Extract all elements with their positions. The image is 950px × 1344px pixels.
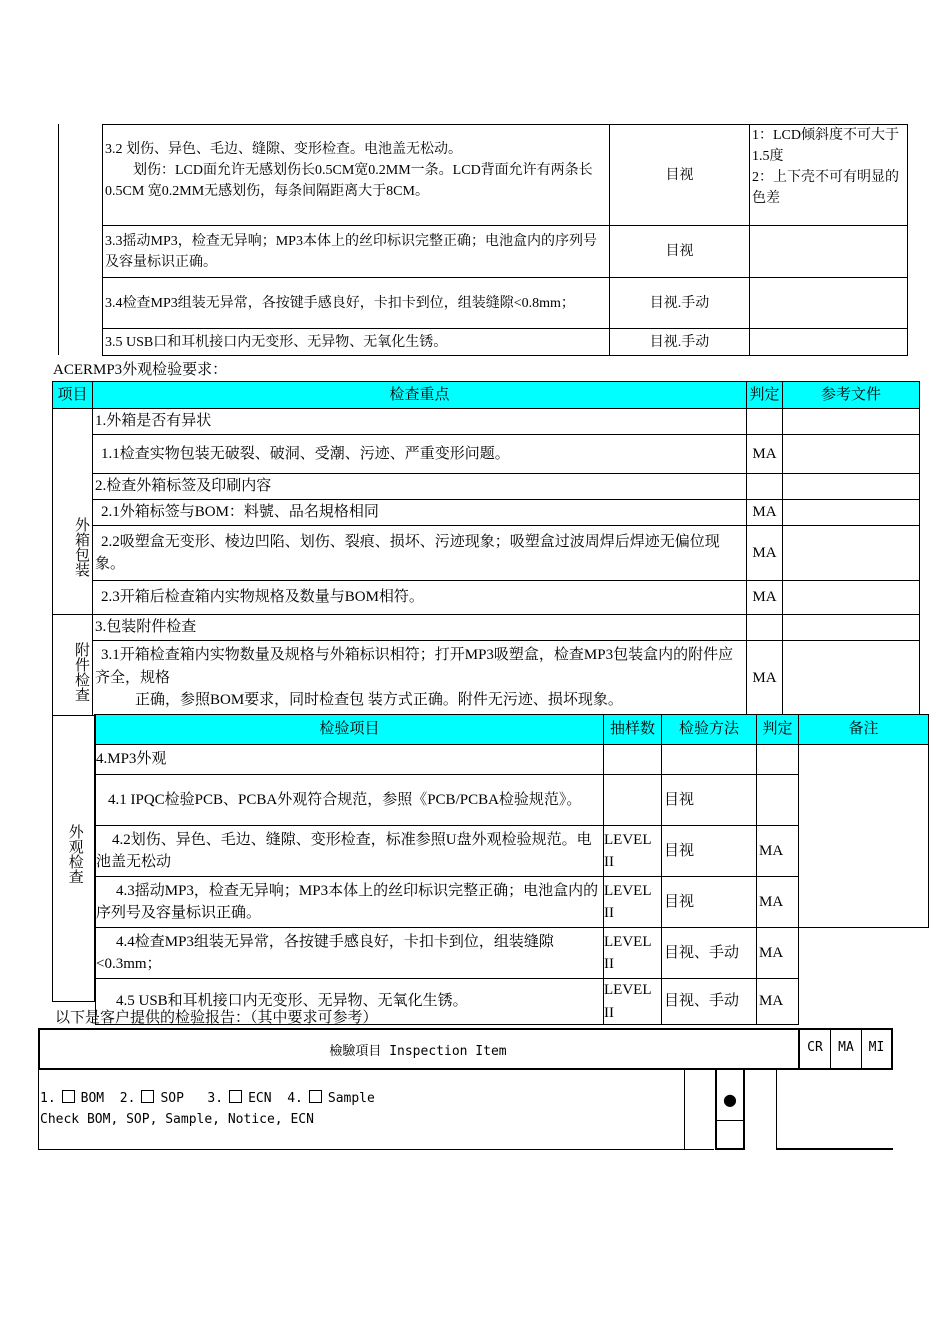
checkbox-sop[interactable] (141, 1090, 154, 1103)
row-text: 4.5 USB和耳机接口内无变形、无异物、无氧化生锈。 (96, 979, 604, 1025)
row-method: 目视 (662, 877, 757, 928)
row-text: 2.2吸塑盒无变形、棱边凹陷、划伤、裂痕、损坏、污迹现象；吸塑盒过波周焊后焊迹无偏位现象。 (93, 526, 747, 581)
row-judge (757, 745, 799, 775)
row-text: 3.包装附件检查 (93, 615, 747, 641)
row-judge: MA (747, 526, 783, 581)
checkbox-bom[interactable] (62, 1090, 75, 1103)
header-remarks: 备注 (799, 715, 929, 745)
report-body-divider (684, 1070, 685, 1150)
section-label-appearance: 外观检查 (66, 824, 83, 884)
row-reference (783, 435, 920, 474)
row-method: 目视、手动 (662, 928, 757, 979)
report-body-right-bottom (777, 1148, 893, 1150)
table1 (102, 124, 908, 356)
row-judge: MA (747, 500, 783, 526)
row-reference (783, 641, 920, 716)
row-text: 4.4检查MP3组装无异常，各按键手感良好，卡扣卡到位，组装缝隙<0.3mm； (96, 928, 604, 979)
table-row (103, 329, 908, 356)
row-text: 2.1外箱标签与BOM：料號、品名規格相同 (93, 500, 747, 526)
row-remarks (799, 928, 929, 979)
row-note: 1：LCD倾斜度不可大于1.5度 (752, 128, 899, 164)
row-content: 3.2 划伤、异色、毛边、缝隙、变形检查。电池盖无松动。 (105, 142, 462, 157)
table-row (53, 500, 920, 526)
table-row (53, 526, 920, 581)
table-row (103, 278, 908, 329)
table2 (52, 381, 920, 716)
header-judge: 判定 (747, 382, 783, 409)
row-content: 划伤：LCD面允许无感划伤长0.5CM宽0.2MM一条。LCD背面允许有两条长0.5CM 宽0.2MM无感划伤，每条间隔距离大于8CM。 (105, 163, 593, 199)
table-row (96, 928, 929, 979)
item-label: Sample (327, 1091, 375, 1106)
row-reference (783, 474, 920, 500)
row-remarks (799, 979, 929, 1025)
row-text: 4.MP3外观 (96, 745, 604, 775)
report-checklist (40, 1088, 375, 1130)
row-text: 3.1开箱检查箱内实物数量及规格与外箱标识相符；打开MP3吸塑盒，检查MP3包装盒内的附件应齐全，规格 (95, 647, 734, 686)
report-body-left-border (38, 1070, 39, 1150)
header-judge: 判定 (757, 715, 799, 745)
item-label: SOP (160, 1091, 184, 1106)
item-number: 2. (119, 1091, 136, 1106)
checkbox-ecn[interactable] (229, 1090, 242, 1103)
row-judge: MA (747, 435, 783, 474)
row-sample: LEVEL II (604, 928, 662, 979)
row-content: 3.4检查MP3组装无异常，各按键手感良好，卡扣卡到位，组装缝隙<0.8mm； (103, 278, 610, 329)
row-judge: MA (757, 928, 799, 979)
appearance-header-row (96, 715, 929, 745)
report-section-title: 以下是客户提供的检验报告：（其中要求可参考） (55, 1010, 378, 1026)
table2-header-row (53, 382, 920, 409)
report-checklist-line2: Check BOM, SOP, Sample, Notice, ECN (40, 1112, 314, 1127)
section-label-outer-box: 外箱包装 (53, 409, 93, 615)
row-method: 目视.手动 (610, 278, 750, 329)
row-judge: MA (757, 979, 799, 1025)
checkbox-sample[interactable] (309, 1090, 322, 1103)
row-sample: LEVEL II (604, 877, 662, 928)
report-col-mi: MI (868, 1040, 885, 1055)
row-reference (783, 409, 920, 435)
table-row (53, 615, 920, 641)
item-number: 3. (207, 1091, 224, 1106)
row-text: 2.3开箱后检查箱内实物规格及数量与BOM相符。 (93, 581, 747, 615)
header-reference: 参考文件 (783, 382, 920, 409)
row-method: 目视.手动 (610, 329, 750, 356)
header-focus: 检查重点 (93, 382, 747, 409)
report-body-divider (776, 1070, 777, 1150)
table-row (53, 435, 920, 474)
row-method: 目视 (610, 125, 750, 226)
row-remarks (799, 745, 929, 928)
appearance-table (95, 714, 929, 1025)
item-number: 4. (287, 1091, 303, 1106)
row-text-continued: 正确，参照BOM要求，同时检查包 装方式正确。附件无污迹、损坏现象。 (135, 692, 623, 709)
report-body-bottom-border (38, 1149, 714, 1150)
table-row (53, 581, 920, 615)
item-number: 1. (40, 1091, 56, 1106)
row-judge: MA (757, 826, 799, 877)
row-text: 2.检查外箱标签及印刷内容 (93, 474, 747, 500)
header-inspection-item: 检验项目 (96, 715, 604, 745)
row-sample (604, 745, 662, 775)
table-row (103, 226, 908, 278)
item-label: BOM (80, 1091, 105, 1106)
report-mark: ● (723, 1090, 737, 1109)
row-method: 目视 (662, 826, 757, 877)
report-header-title: 檢驗項目 Inspection Item (329, 1044, 507, 1059)
header-method: 检验方法 (662, 715, 757, 745)
report-col-ma: MA (838, 1040, 854, 1055)
report-mark-box (715, 1070, 745, 1150)
report-checklist-line1 (40, 1088, 375, 1109)
row-content: 3.3摇动MP3，检查无异响；MP3本体上的丝印标识完整正确；电池盒内的序列号及容量标识正确。 (103, 226, 610, 278)
item-label: ECN (248, 1091, 272, 1106)
row-reference (783, 615, 920, 641)
acer-section-title: ACERMP3外观检验要求： (53, 362, 228, 378)
row-note (750, 278, 908, 329)
row-judge: MA (747, 581, 783, 615)
appearance-label-cell (52, 714, 95, 1002)
row-content: 3.5 USB口和耳机接口内无变形、无异物、无氧化生锈。 (103, 329, 610, 356)
row-judge (747, 615, 783, 641)
table-row (53, 641, 920, 716)
report-mark-box-divider (715, 1120, 745, 1121)
row-sample: LEVEL II (604, 979, 662, 1025)
row-text: 4.1 IPQC检验PCB、PCBA外观符合规范，参照《PCB/PCBA检验规范》。 (96, 775, 604, 826)
row-method: 目视 (662, 775, 757, 826)
row-method: 目视 (610, 226, 750, 278)
table-row (53, 474, 920, 500)
row-note (750, 226, 908, 278)
row-text: 1.外箱是否有异状 (93, 409, 747, 435)
table-row (53, 409, 920, 435)
row-judge (747, 474, 783, 500)
row-reference (783, 526, 920, 581)
table-row (103, 125, 908, 226)
row-text: 1.1检查实物包装无破裂、破洞、受潮、污迹、严重变形问题。 (93, 435, 747, 474)
row-reference (783, 500, 920, 526)
row-note (750, 329, 908, 356)
row-sample (604, 775, 662, 826)
section-label-accessories: 附件检查 (53, 615, 93, 716)
header-item: 项目 (53, 382, 93, 409)
row-judge: MA (747, 641, 783, 716)
row-note: 2：上下壳不可有明显的色差 (752, 170, 899, 206)
row-reference (783, 581, 920, 615)
table-row (96, 745, 929, 775)
row-judge (757, 775, 799, 826)
report-table (38, 1028, 893, 1150)
row-text: 4.2划伤、异色、毛边、缝隙、变形检查，标准参照U盘外观检验规范。电池盖无松动 (96, 826, 604, 877)
row-method (662, 745, 757, 775)
row-judge: MA (757, 877, 799, 928)
table1-left-border (58, 124, 59, 355)
row-text: 4.3摇动MP3，检查无异响；MP3本体上的丝印标识完整正确；电池盒内的序列号及容量标识正确。 (96, 877, 604, 928)
header-sample-size: 抽样数 (604, 715, 662, 745)
row-judge (747, 409, 783, 435)
report-col-cr: CR (807, 1040, 823, 1055)
row-method: 目视、手动 (662, 979, 757, 1025)
row-sample: LEVEL II (604, 826, 662, 877)
